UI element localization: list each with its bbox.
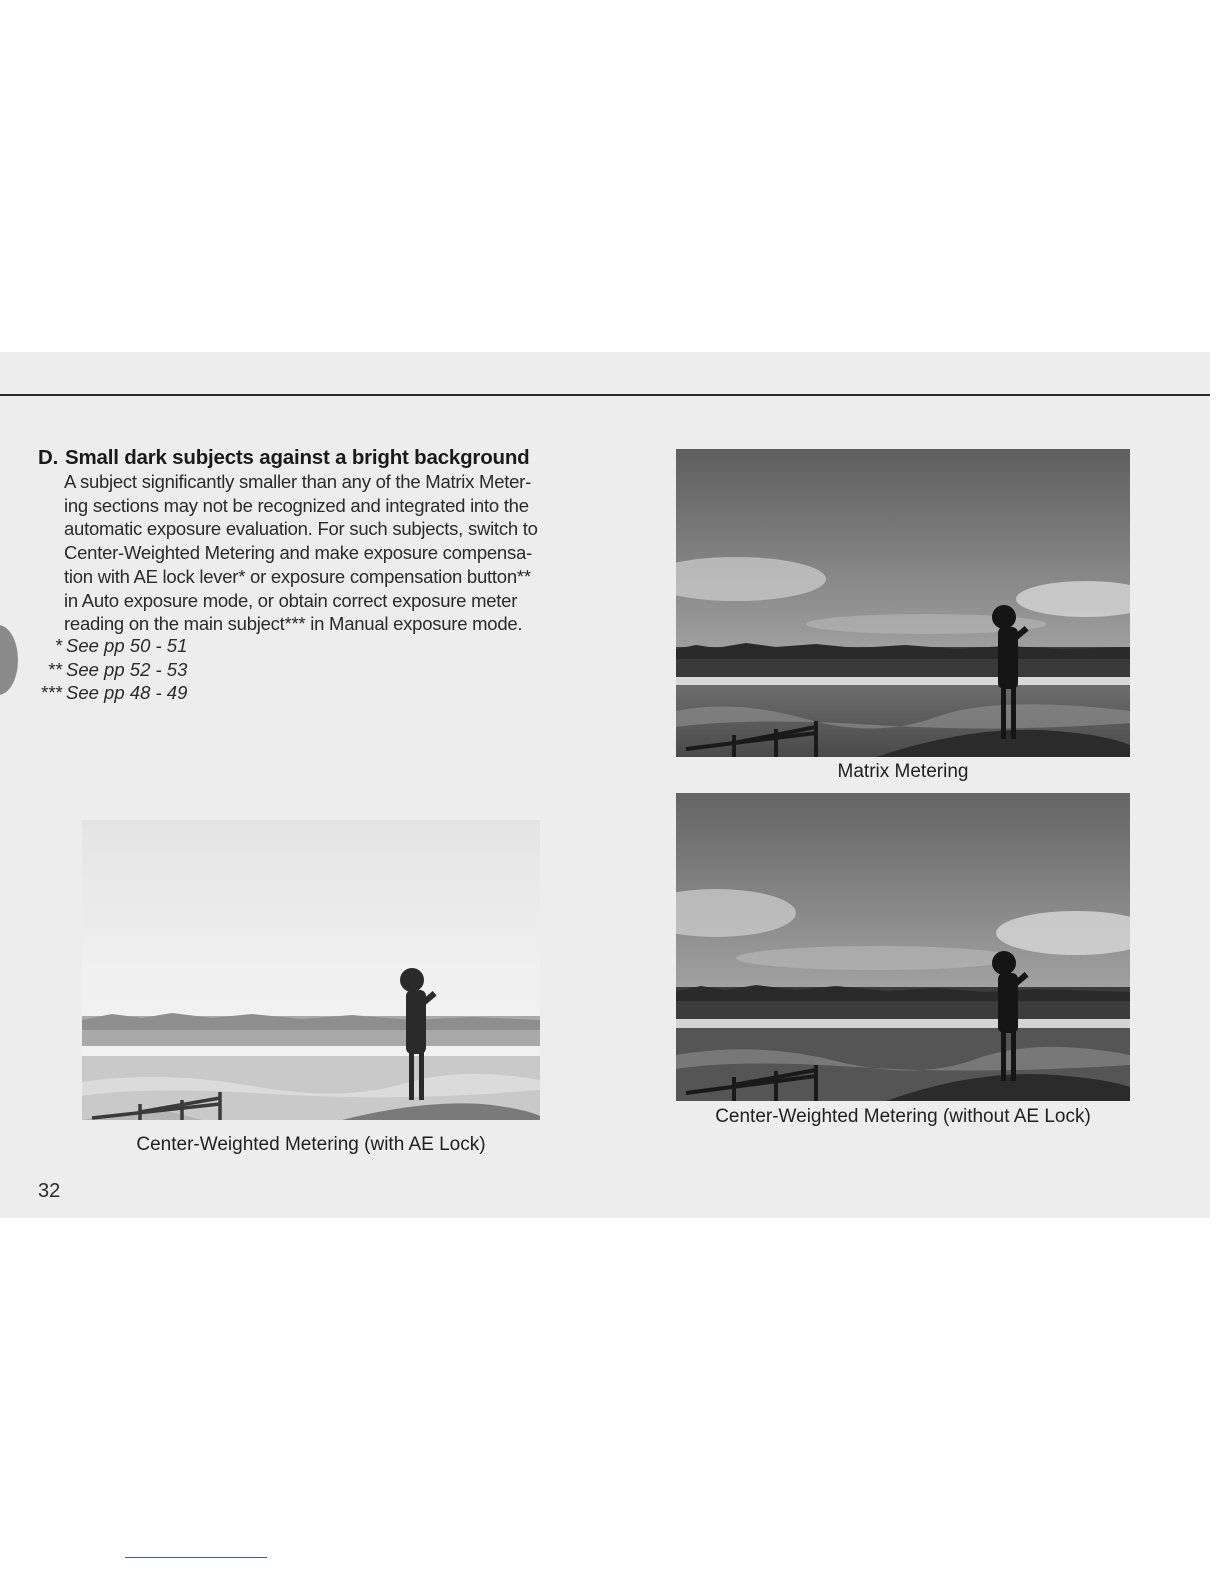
matrix-metering-caption: Matrix Metering xyxy=(837,761,969,782)
body-line: reading on the main subject*** in Manual exposure mode. xyxy=(64,613,523,635)
reference-mark: ** xyxy=(47,658,62,680)
center-weighted-without-ae-lock-caption: Center-Weighted Metering (without AE Lock) xyxy=(715,1106,1091,1127)
reference-text: See pp 48 - 49 xyxy=(66,682,188,704)
section-body xyxy=(64,470,604,636)
matrix-metering-photo xyxy=(676,449,1130,757)
reference-text: See pp 52 - 53 xyxy=(66,658,188,680)
body-line: automatic exposure evaluation. For such subjects, switch to xyxy=(64,518,538,540)
section-letter: D. xyxy=(38,446,59,469)
center-weighted-with-ae-lock-caption: Center-Weighted Metering (with AE Lock) xyxy=(136,1134,486,1155)
top-rule xyxy=(0,394,1210,396)
body-line: in Auto exposure mode, or obtain correct exposure meter xyxy=(64,589,518,611)
section-title: Small dark subjects against a bright background xyxy=(65,446,530,469)
center-weighted-without-ae-lock-photo xyxy=(676,793,1130,1101)
section-heading xyxy=(38,446,530,470)
reference-mark: *** xyxy=(40,682,62,704)
footnote-rule xyxy=(125,1557,267,1558)
body-line: Center-Weighted Metering and make exposure compensa- xyxy=(64,542,532,564)
reference-mark: * xyxy=(54,635,62,656)
body-line: A subject significantly smaller than any of the Matrix Meter- xyxy=(64,471,531,492)
body-line: tion with AE lock lever* or exposure compensation button** xyxy=(64,565,531,587)
center-weighted-with-ae-lock-photo xyxy=(82,820,540,1120)
page-number: 32 xyxy=(38,1180,61,1202)
manual-page-spread xyxy=(0,352,1210,1218)
body-line: ing sections may not be recognized and integrated into the xyxy=(64,494,529,516)
reference-text: See pp 50 - 51 xyxy=(66,635,188,656)
